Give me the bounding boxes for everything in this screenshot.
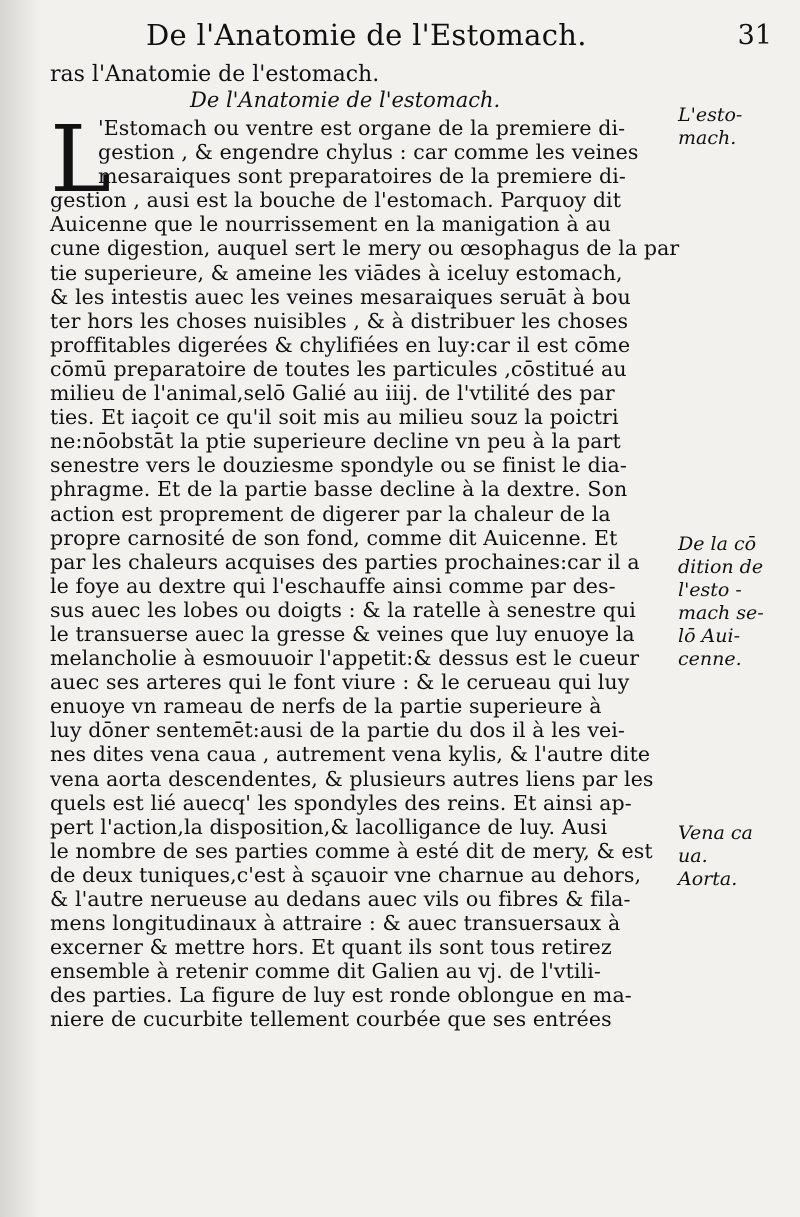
running-title: De l'Anatomie de l'Estomach.	[146, 18, 587, 52]
text-line: auec ses arteres qui le font viure : & le cerueau qui luy	[50, 670, 630, 695]
text-line: mens longitudinaux à attraire : & auec transuersaux à	[50, 911, 621, 936]
text-line: & l'autre nerueuse au dedans auec vils ou fibres & fila-	[50, 887, 631, 911]
text-line: & les intestis auec les veines mesaraiques seruāt à bou	[50, 284, 631, 309]
margin-note-line: Aorta.	[678, 868, 738, 890]
text-line: quels est lié auecq' les spondyles des reins. Et ainsi ap-	[50, 790, 632, 815]
drop-capital: L	[50, 106, 112, 213]
text-line: melancholie à esmouuoir l'appetit:& dessus est le cueur	[50, 646, 640, 671]
text-line: milieu de l'animal,selō Galié au iiij. de l'vtilité des par	[50, 381, 615, 406]
text-line: ter hors les choses nuisibles , & à distribuer les choses	[50, 308, 629, 333]
margin-note-condition	[678, 533, 793, 671]
text-line: ties. Et iaçoit ce qu'il soit mis au milieu souz la poictri	[50, 405, 619, 430]
text-line: Auicenne que le nourrissement en la manigation à au	[50, 212, 612, 237]
text-line: tie superieure, & ameine les viādes à iceluy estomach,	[50, 260, 623, 285]
text-line: le nombre de ses parties comme à esté dit de mery, & est	[50, 838, 653, 863]
margin-note-vena	[678, 822, 793, 891]
text-line: vena aorta descendentes, & plusieurs autres liens par les	[50, 766, 654, 791]
page-number: 31	[737, 20, 772, 51]
text-line: le foye au dextre qui l'eschauffe ainsi comme par des-	[50, 573, 616, 598]
body-text	[50, 106, 680, 1032]
text-line: enuoye vn rameau de nerfs de la partie superieure à	[50, 694, 602, 719]
text-line: cune digestion, auquel sert le mery ou œsophagus de la par	[50, 236, 680, 261]
text-line: sus auec les lobes ou doigts : & la ratelle à senestre qui	[50, 597, 636, 622]
text-line: proffitables digerées & chylifiées en luy:car il est cōme	[50, 332, 631, 357]
margin-note-line: De la cō	[678, 533, 757, 555]
margin-note-line: mach.	[678, 127, 737, 149]
margin-note-line: L'esto-	[678, 104, 743, 126]
text-line: pert l'action,la disposition,& lacolligance de luy. Ausi	[50, 814, 608, 839]
text-line: action est proprement de digerer par la chaleur de la	[50, 501, 611, 526]
text-line: de deux tuniques,c'est à sçauoir vne charnue au dehors,	[50, 862, 642, 887]
text-line: phragme. Et de la partie basse decline à la dextre. Son	[50, 477, 628, 502]
text-line: propre carnosité de son fond, comme dit Auicenne. Et	[50, 525, 618, 550]
margin-note-line: Vena ca	[678, 822, 753, 844]
margin-note-line: cenne.	[678, 648, 742, 670]
carry-over-line: ras l'Anatomie de l'estomach.	[50, 62, 380, 87]
text-line: ne:nōobstāt la ptie superieure decline vn peu à la part	[50, 429, 621, 454]
margin-note-estomach	[678, 104, 788, 150]
text-line: des parties. La figure de luy est ronde oblongue en ma-	[50, 983, 632, 1008]
page-header	[140, 18, 780, 58]
text-line: 'Estomach ou ventre est organe de la premiere di-	[98, 116, 626, 140]
margin-note-line: l'esto -	[678, 579, 742, 601]
margin-note-line: ua.	[678, 845, 708, 867]
text-line: gestion , & engendre chylus : car comme les veines	[98, 140, 639, 165]
text-line: par les chaleurs acquises des parties prochaines:car il a	[50, 549, 640, 574]
text-line: cōmū preparatoire de toutes les particules ,cōstitué au	[50, 356, 627, 381]
margin-note-line: lō Aui-	[678, 625, 741, 647]
text-line: nes dites vena caua , autrement vena kylis, & l'autre dite	[50, 742, 651, 767]
text-line: niere de cucurbite tellement courbée que ses entrées	[50, 1007, 612, 1032]
text-line: excerner & mettre hors. Et quant ils sont tous retirez	[50, 935, 612, 960]
margin-note-line: dition de	[678, 556, 764, 578]
text-line: gestion , ausi est la bouche de l'estomach. Parquoy dit	[50, 188, 622, 213]
text-line: luy dōner sentemēt:ausi de la partie du dos il à les vei-	[50, 718, 625, 743]
section-heading: De l'Anatomie de l'estomach.	[190, 88, 501, 112]
text-line: le transuerse auec la gresse & veines que luy enuoye la	[50, 621, 635, 646]
text-line: ensemble à retenir comme dit Galien au vj. de l'vtili-	[50, 959, 601, 984]
margin-note-line: mach se-	[678, 602, 764, 624]
text-line: mesaraiques sont preparatoires de la premiere di-	[98, 164, 626, 189]
text-line: senestre vers le douziesme spondyle ou se finist le dia-	[50, 453, 627, 478]
